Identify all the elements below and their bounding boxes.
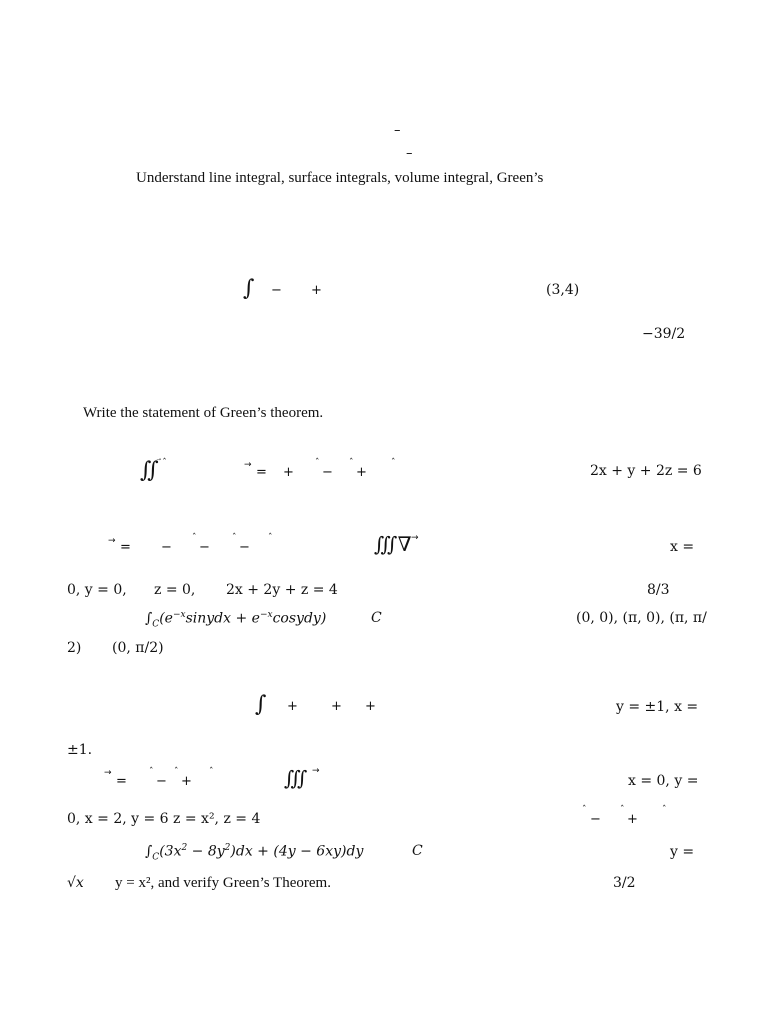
hat-mark: ˆ	[192, 533, 197, 543]
plus-sign: +	[287, 699, 298, 714]
bound-label: 0, y = 0,	[67, 582, 127, 598]
hat-mark: ˆ	[149, 767, 154, 777]
vector-hat-marks: ⃗ ̂	[161, 458, 167, 468]
vector-mark: →	[312, 766, 320, 776]
line-integral-expression: $\int_C(e^{-x}sinydx$ + $e^{-x}cosydy$)	[145, 610, 327, 630]
integral-sign: ∫	[243, 276, 255, 301]
plus-sign: +	[627, 812, 638, 827]
curve-equation: y =	[670, 844, 695, 860]
triple-integral-sign: ∭	[284, 766, 308, 790]
answer-label: 8/3	[647, 582, 670, 598]
curve-label: C	[412, 843, 423, 859]
hat-mark: ˆ	[174, 767, 179, 777]
header-dash: –	[394, 123, 401, 138]
question-text: y = x², and verify Green’s Theorem.	[115, 875, 331, 891]
vector-mark: →	[244, 460, 252, 470]
hat-mark: ˆ	[349, 458, 354, 468]
equals-sign: =	[120, 540, 131, 555]
hat-mark: ˆ	[582, 805, 587, 815]
equals-sign: =	[116, 774, 127, 789]
bound-label: x =	[670, 539, 695, 555]
sqrt-expression: √x	[67, 875, 84, 891]
hat-mark: ˆ	[268, 533, 273, 543]
hat-mark: ˆ	[232, 533, 237, 543]
vector-mark: →	[108, 536, 116, 546]
bound-label: 0, x = 2, y = 6 z = x², z = 4	[67, 811, 261, 827]
plus-sign: +	[356, 465, 367, 480]
vertices-label: 2)	[67, 640, 82, 656]
header-dash: –	[406, 146, 413, 161]
double-integral-sign: ∬	[140, 458, 159, 483]
answer-label: 3/2	[613, 875, 636, 891]
triple-integral-sign: ∭∇	[374, 532, 412, 556]
minus-sign: −	[156, 774, 167, 789]
plus-sign: +	[331, 699, 342, 714]
plus-sign: +	[181, 774, 192, 789]
vector-mark: →	[411, 533, 419, 543]
hat-mark: ˆ	[662, 805, 667, 815]
point-label: (3,4)	[546, 282, 580, 298]
vertices-label: (0, 0), (π, 0), (π, π/	[576, 610, 707, 626]
bound-label: x = 0, y =	[628, 773, 699, 789]
hat-mark: ˆ	[620, 805, 625, 815]
vertex-label: (0, π/2)	[112, 640, 164, 656]
bound-label: y = ±1, x =	[616, 699, 699, 715]
answer-label: −39/2	[642, 326, 686, 342]
minus-sign: −	[199, 540, 210, 555]
bound-label: ±1.	[67, 742, 93, 758]
integral-sign: ∫	[255, 692, 267, 717]
minus-sign: −	[590, 812, 601, 827]
plane-equation: 2x + 2y + z = 4	[226, 582, 338, 598]
hat-mark: ˆ	[315, 458, 320, 468]
plus-sign: +	[311, 283, 322, 298]
minus-sign: −	[271, 283, 282, 298]
plane-equation: 2x + y + 2z = 6	[590, 463, 702, 479]
minus-sign: −	[239, 540, 250, 555]
minus-sign: −	[322, 465, 333, 480]
plus-sign: +	[283, 465, 294, 480]
curve-label: C	[371, 610, 382, 626]
line-integral-expression: $\int_C(3x^2 - 8y^2)dx + (4y - 6xy)dy$	[145, 843, 364, 863]
hat-mark: ˆ	[391, 458, 396, 468]
question-text: Write the statement of Green’s theorem.	[83, 405, 324, 421]
hat-mark: ˆ	[209, 767, 214, 777]
minus-sign: −	[161, 540, 172, 555]
objective-text: Understand line integral, surface integrals, volume integral, Green’s	[136, 170, 544, 186]
vector-mark: →	[104, 768, 112, 778]
equals-sign: =	[256, 465, 267, 480]
plus-sign: +	[365, 699, 376, 714]
bound-label: z = 0,	[154, 582, 196, 598]
